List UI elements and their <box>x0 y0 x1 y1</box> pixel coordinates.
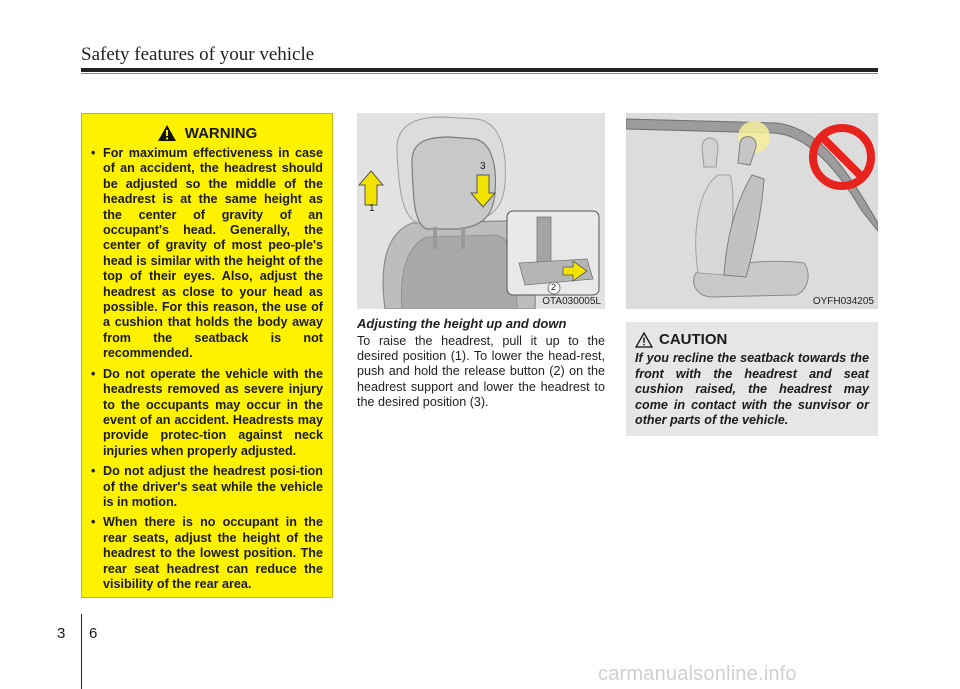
section-subheading: Adjusting the height up and down <box>357 316 567 331</box>
watermark: carmanualsonline.info <box>598 663 797 685</box>
caution-text: If you recline the seatback towards the front with the headrest and seat cushion raised, the headrest may come in contact with the sunvisor or other parts of the vehicle. <box>635 351 869 428</box>
figure-code: OTA030005L <box>542 296 601 307</box>
section-body: To raise the headrest, pull it up to the desired position (1). To lower the head-rest, push and hold the release button (2) on the headrest support and lower the headrest to the desired position (3). <box>357 334 605 409</box>
caution-label: CAUTION <box>659 331 728 348</box>
warning-box <box>81 113 333 598</box>
caution-triangle-icon <box>635 332 653 348</box>
caution-header <box>635 331 869 348</box>
figure-code: OYFH034205 <box>812 296 874 307</box>
warning-list <box>91 146 323 592</box>
recline-caution-figure <box>626 113 878 309</box>
callout-3: 3 <box>480 161 486 172</box>
caution-box <box>626 322 878 436</box>
warning-item: • Do not operate the vehicle with the headrests removed as severe injury to the occupants may occur in the event of an accident. Headrests may provide protec-tion against neck injuries when properly adjusted. <box>91 367 323 459</box>
callout-2: 2 <box>551 282 557 292</box>
header-divider-thin <box>81 73 878 74</box>
section-number: 3 <box>57 625 66 642</box>
warning-header <box>91 124 323 142</box>
footer-divider <box>81 614 82 689</box>
seat-recline-illustration <box>626 113 878 309</box>
page-number: 6 <box>89 625 98 642</box>
warning-item: • Do not adjust the headrest posi-tion of the driver's seat while the vehicle is in motion. <box>91 464 323 510</box>
headrest-illustration <box>357 113 605 309</box>
page-title: Safety features of your vehicle <box>81 44 315 65</box>
warning-label: WARNING <box>184 124 258 142</box>
callout-1: 1 <box>369 203 375 214</box>
header-divider <box>81 68 878 72</box>
warning-triangle-icon <box>157 124 177 142</box>
headrest-adjust-figure <box>357 113 605 309</box>
warning-item: • When there is no occupant in the rear seats, adjust the height of the headrest to the lowest position. The rear seat headrest can reduce the visibility of the rear area. <box>91 515 323 592</box>
warning-item: • For maximum effectiveness in case of an accident, the headrest should be adjusted so the middle of the headrest is at the same height as the center of gravity of an occupant's head. Generally, the center of gravity of most peo-ple's head is similar with the height of the top of their eyes. Also, adjust the headrest as close to your head as possible. For this reason, the use of a cushion that holds the body away from the seatback is not recommended. <box>91 146 323 362</box>
